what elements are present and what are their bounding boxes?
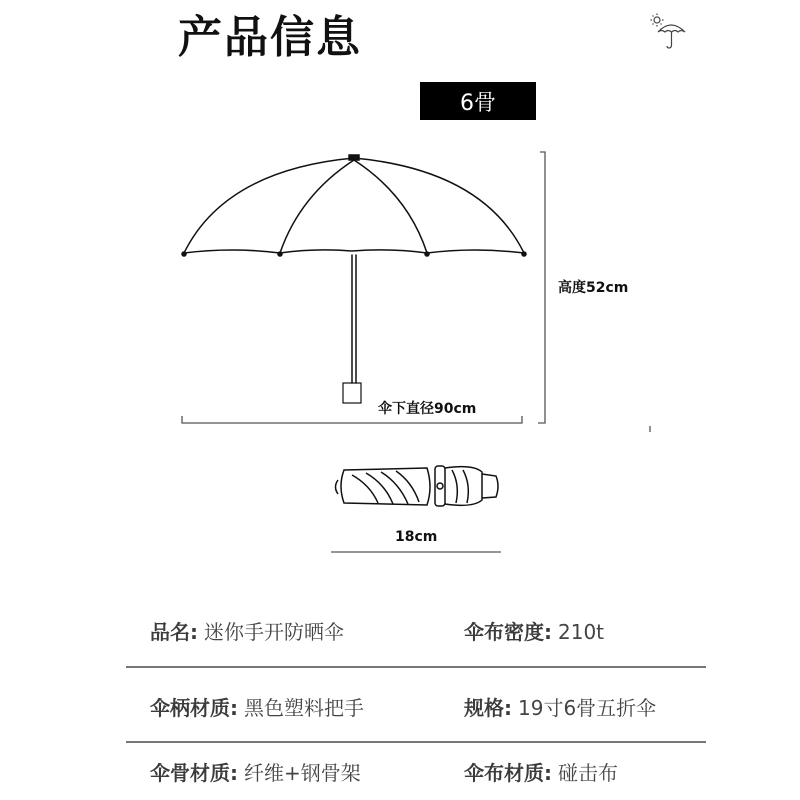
canopy-edge [184,250,524,253]
height-label: 高度52cm [558,280,629,296]
divider [126,666,706,668]
height-dimension-line [538,152,545,423]
spec-key: 伞布材质: [464,761,552,785]
page-title: 产品信息 [178,12,362,63]
spec-key: 品名: [150,620,198,644]
folded-umbrella [336,466,499,506]
spec-key: 伞骨材质: [150,761,238,785]
spec-value: 迷你手开防晒伞 [204,620,344,644]
diameter-label: 伞下直径90cm [378,401,477,417]
spec-row [126,753,706,793]
divider [126,741,706,743]
rib-count-badge: 6骨 [420,82,536,120]
canopy-rib-right [354,160,427,253]
umbrella-handle [343,383,361,403]
folded-length-label: 18cm [395,529,438,545]
spec-value: 19寸6骨五折伞 [518,696,657,720]
spec-row [126,688,706,728]
canopy-outline [184,158,524,253]
spec-value: 碰击布 [558,761,618,785]
spec-value: 210t [558,620,605,644]
spec-row [126,612,706,652]
spec-key: 规格: [464,696,512,720]
spec-value: 纤维+钢骨架 [244,761,361,785]
canopy-rib-left [280,160,354,253]
spec-value: 黑色塑料把手 [244,696,364,720]
spec-key: 伞布密度: [464,620,552,644]
spec-key: 伞柄材质: [150,696,238,720]
